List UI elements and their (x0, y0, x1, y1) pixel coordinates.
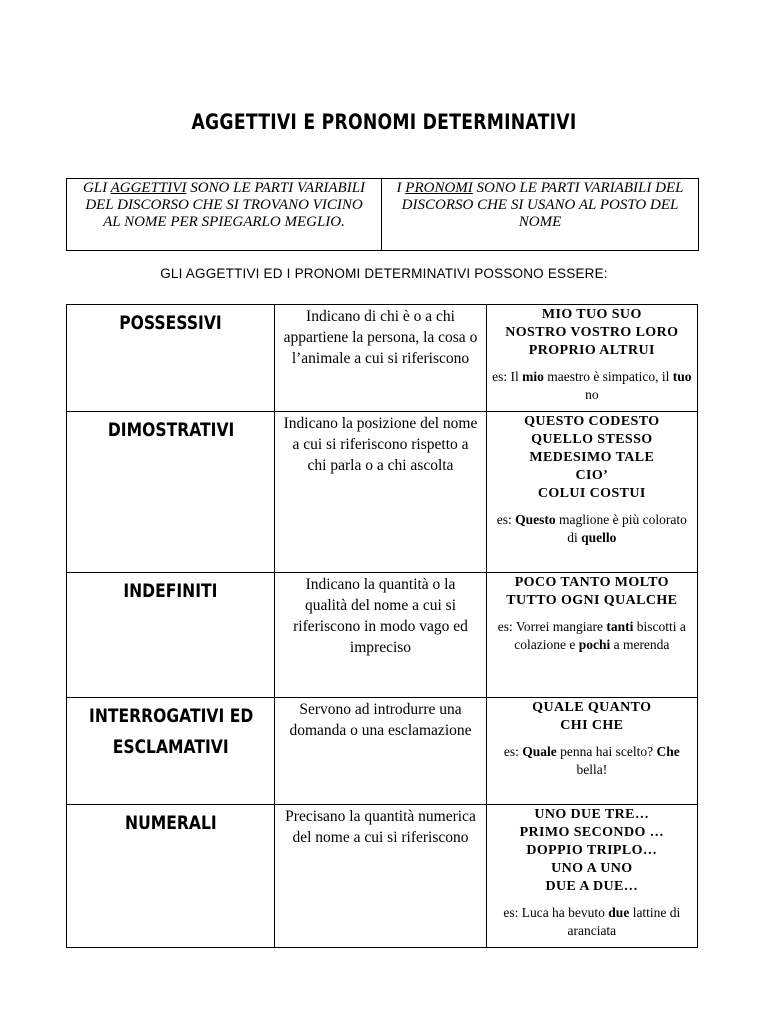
category-label: INTERROGATIVI ED (88, 705, 253, 727)
category-cell (67, 305, 275, 412)
example-text: es: (496, 512, 516, 527)
page-title: AGGETTIVI E PRONOMI DETERMINATIVI (191, 110, 577, 134)
word-line: UNO DUE TRE… (534, 807, 650, 822)
word-list (491, 413, 693, 503)
example-highlight: Che (656, 744, 680, 759)
examples-cell (486, 698, 697, 805)
word-line: QUESTO CODESTO (524, 414, 660, 429)
word-line: CHI CHE (560, 718, 624, 733)
description-cell: Precisano la quantità numerica del nome a cui si riferiscono (275, 805, 486, 948)
examples-cell (486, 412, 697, 573)
example-highlight: Quale (522, 744, 557, 759)
definition-pronomi-pre: I (396, 180, 406, 196)
example-sentence (491, 368, 693, 404)
example-sentence (491, 511, 693, 547)
word-list (491, 806, 693, 896)
example-text: maglione è più colorato di (555, 512, 687, 545)
definition-pronomi (382, 179, 699, 251)
description-cell: Indicano la posizione del nome a cui si riferiscono rispetto a chi parla o a chi ascolta (275, 412, 486, 573)
category-label: NUMERALI (124, 812, 217, 834)
example-text: lattine di aranciata (567, 905, 681, 938)
example-text: bella! (576, 762, 608, 777)
definition-aggettivi (67, 179, 382, 251)
word-line: POCO TANTO MOLTO (514, 575, 669, 590)
word-line: DOPPIO TRIPLO… (526, 843, 658, 858)
word-line: UNO A UNO (551, 861, 633, 876)
determinativi-table (66, 304, 698, 948)
category-cell (67, 412, 275, 573)
word-line: MIO TUO SUO (541, 307, 642, 322)
word-line: COLUI COSTUI (537, 486, 646, 501)
intro-text: GLI AGGETTIVI ED I PRONOMI DETERMINATIVI POSSONO ESSERE: (160, 266, 608, 281)
example-text: es: Luca ha bevuto (503, 905, 609, 920)
definitions-table (66, 178, 699, 251)
examples-cell (486, 573, 697, 698)
word-list (491, 574, 693, 610)
word-line: QUALE QUANTO (532, 700, 652, 715)
category-label: POSSESSIVI (119, 312, 222, 334)
example-text: es: (503, 744, 523, 759)
example-highlight: tanti (606, 619, 634, 634)
example-highlight: due (608, 905, 630, 920)
word-line: PROPRIO ALTRUI (528, 343, 655, 358)
definition-aggettivi-pre: GLI (82, 180, 111, 196)
example-text: es: Il (492, 369, 523, 384)
table-row (67, 305, 698, 412)
example-text: no (585, 387, 599, 402)
example-highlight: quello (581, 530, 617, 545)
examples-cell (486, 305, 697, 412)
category-label: DIMOSTRATIVI (107, 419, 234, 441)
table-row (67, 805, 698, 948)
category-cell (67, 698, 275, 805)
description-cell: Servono ad introdurre una domanda o una esclamazione (275, 698, 486, 805)
word-line: QUELLO STESSO (531, 432, 653, 447)
word-line: CIO’ (575, 468, 609, 483)
category-cell (67, 805, 275, 948)
example-text: es: Vorrei mangiare (497, 619, 607, 634)
definition-pronomi-term: PRONOMI (405, 180, 473, 196)
word-line: MEDESIMO TALE (529, 450, 655, 465)
table-row (67, 412, 698, 573)
example-text: a merenda (610, 637, 670, 652)
example-highlight: mio (522, 369, 544, 384)
example-sentence (491, 618, 693, 654)
example-highlight: Questo (515, 512, 556, 527)
category-label: ESCLAMATIVI (112, 736, 229, 758)
example-text: maestro è simpatico, il (543, 369, 673, 384)
example-sentence (491, 904, 693, 940)
category-label: INDEFINITI (123, 580, 218, 602)
word-line: PRIMO SECONDO … (519, 825, 665, 840)
table-row (67, 573, 698, 698)
description-cell: Indicano la quantità o la qualità del nome a cui si riferiscono in modo vago ed impreciso (275, 573, 486, 698)
definition-aggettivi-post: SONO LE PARTI VARIABILI DEL DISCORSO CHE SI TROVANO VICINO AL NOME PER SPIEGARLO MEGLIO. (85, 180, 366, 230)
example-highlight: pochi (578, 637, 611, 652)
word-list (491, 699, 693, 735)
example-highlight: tuo (672, 369, 692, 384)
example-sentence (491, 743, 693, 779)
category-cell (67, 573, 275, 698)
word-line: NOSTRO VOSTRO LORO (505, 325, 679, 340)
definition-aggettivi-term: AGGETTIVI (110, 180, 187, 196)
description-cell: Indicano di chi è o a chi appartiene la persona, la cosa o l’animale a cui si riferiscono (275, 305, 486, 412)
example-text: penna hai scelto? (556, 744, 657, 759)
definition-pronomi-post: SONO LE PARTI VARIABILI DEL DISCORSO CHE SI USANO AL POSTO DEL NOME (401, 180, 684, 230)
word-line: DUE A DUE… (545, 879, 639, 894)
examples-cell (486, 805, 697, 948)
word-line: TUTTO OGNI QUALCHE (506, 593, 678, 608)
table-row (67, 698, 698, 805)
example-text: biscotti a colazione e (514, 619, 686, 652)
word-list (491, 306, 693, 360)
